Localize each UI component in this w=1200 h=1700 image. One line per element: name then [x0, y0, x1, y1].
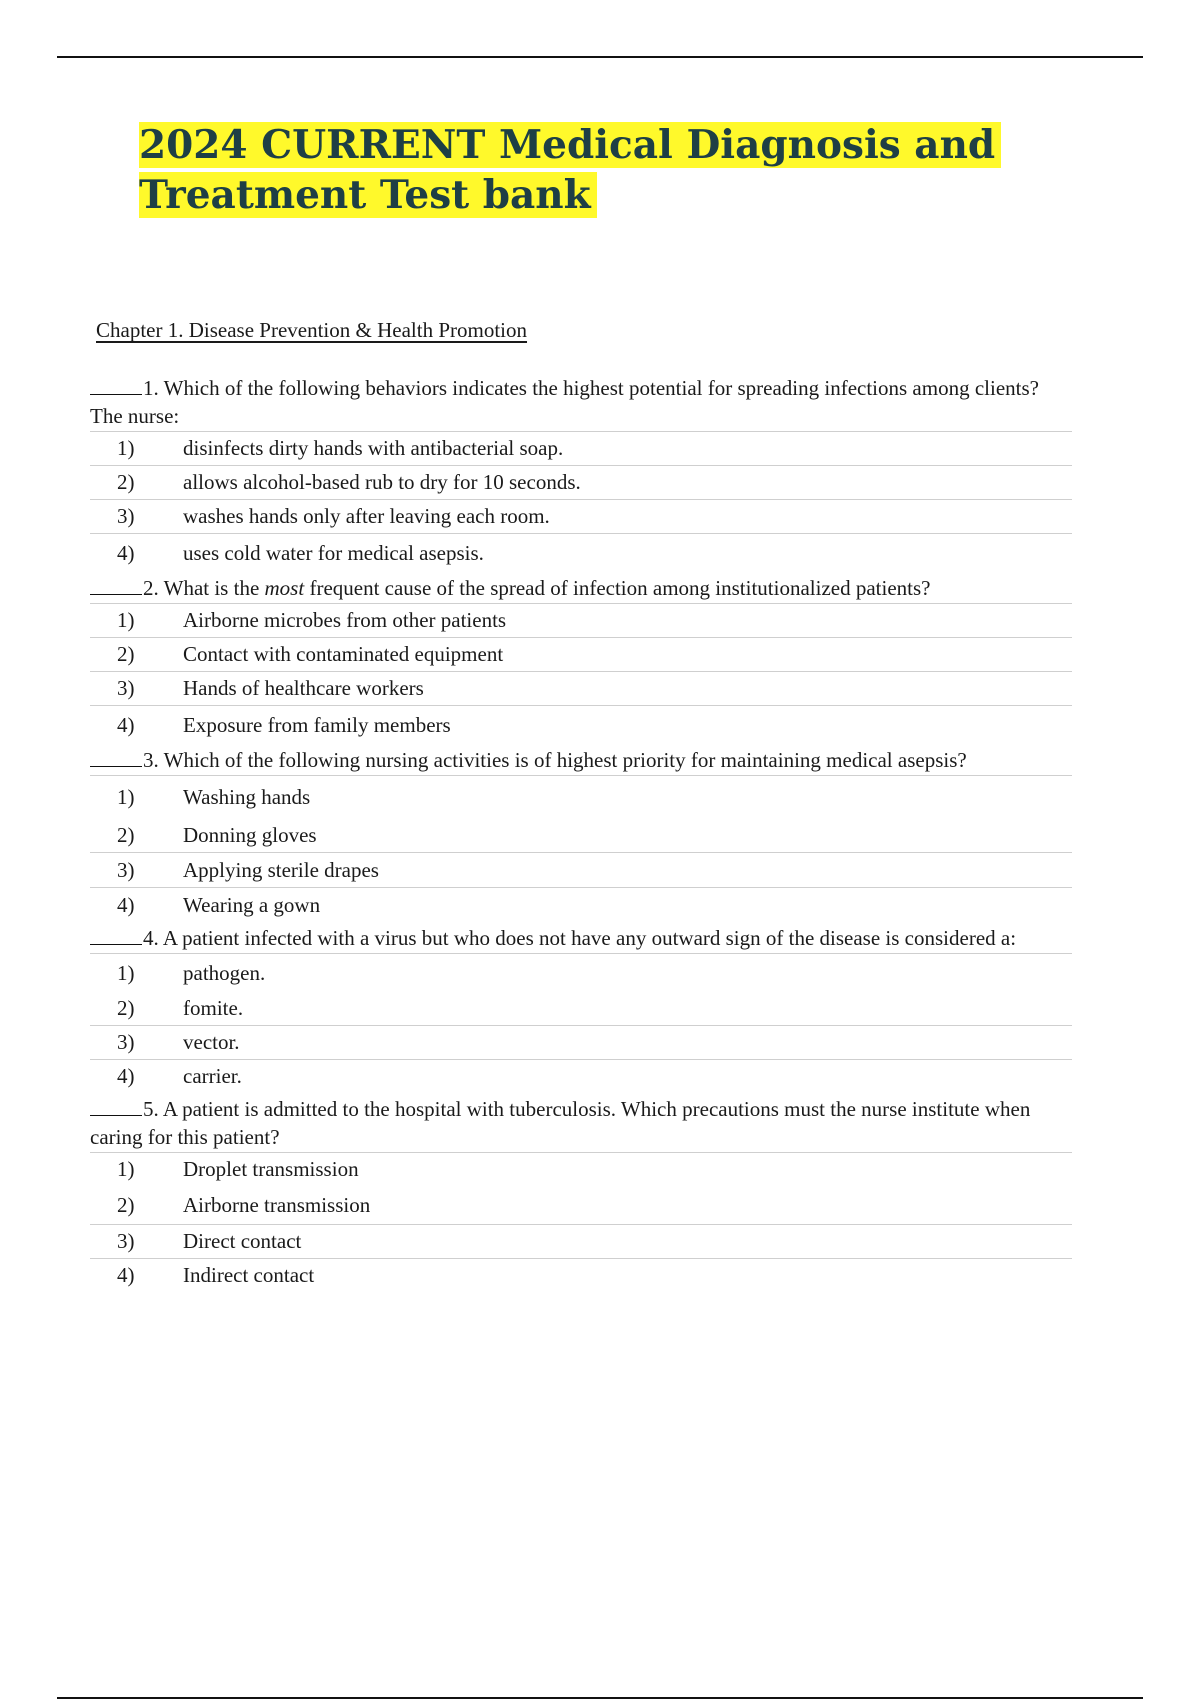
question-text: [90, 372, 1072, 431]
answer-blank: [90, 572, 142, 595]
option-text: Washing hands: [183, 784, 311, 809]
option-text: Indirect contact: [183, 1263, 315, 1287]
option-text: pathogen.: [183, 960, 266, 985]
answer-option: [90, 1186, 1072, 1224]
answer-option: [90, 852, 1072, 887]
option-number: 3): [117, 504, 135, 528]
question-emphasis: most: [264, 576, 305, 600]
question-1: [90, 372, 1072, 572]
option-number: 2): [117, 822, 135, 847]
question-prompt: A patient infected with a virus but who does not have any outward sign of the disease is considered a:: [162, 926, 1017, 950]
answer-option: [90, 887, 1072, 922]
option-number: 1): [117, 608, 135, 632]
question-number: 1.: [143, 376, 159, 400]
option-number: 3): [117, 857, 135, 882]
option-text: uses cold water for medical asepsis.: [183, 540, 484, 565]
option-number: 2): [117, 642, 135, 666]
option-number: 4): [117, 1064, 135, 1088]
answer-blank: [90, 744, 142, 767]
title-line-2: Treatment Test bank: [139, 172, 597, 218]
answer-option: [90, 1152, 1072, 1186]
option-number: 4): [117, 1263, 135, 1287]
option-number: 1): [117, 960, 135, 985]
answer-option: [90, 818, 1072, 852]
question-2: [90, 572, 1072, 744]
question-prompt: A patient is admitted to the hospital with tuberculosis. Which precautions must the nurse institute when caring for this patient?: [90, 1097, 1031, 1149]
answer-option: [90, 705, 1072, 744]
answer-blank: [90, 1093, 142, 1116]
question-list: [90, 372, 1072, 1292]
option-text: Direct contact: [183, 1229, 302, 1253]
title-line-1: 2024 CURRENT Medical Diagnosis and: [139, 122, 1001, 168]
option-text: Contact with contaminated equipment: [183, 642, 504, 666]
answer-blank: [90, 922, 142, 945]
option-number: 3): [117, 1030, 135, 1054]
question-number: 3.: [143, 748, 159, 772]
question-prompt: Which of the following nursing activities is of highest priority for maintaining medical asepsis?: [163, 748, 967, 772]
answer-option: [90, 953, 1072, 992]
answer-option: [90, 992, 1072, 1025]
answer-option: [90, 1224, 1072, 1258]
chapter-heading: Chapter 1. Disease Prevention & Health Promotion: [96, 318, 528, 342]
question-3: [90, 744, 1072, 922]
option-text: carrier.: [183, 1064, 242, 1088]
question-text: [90, 922, 1072, 953]
question-prompt-end: frequent cause of the spread of infection among institutionalized patients?: [304, 576, 931, 600]
option-text: vector.: [183, 1030, 240, 1054]
answer-option: [90, 775, 1072, 818]
question-prompt: Which of the following behaviors indicates the highest potential for spreading infections among clients? The nurse:: [90, 376, 1039, 428]
question-text: [90, 1093, 1072, 1152]
option-number: 2): [117, 1192, 135, 1217]
option-text: Donning gloves: [183, 822, 317, 847]
question-number: 2.: [143, 576, 159, 600]
option-number: 3): [117, 676, 135, 700]
question-5: [90, 1093, 1072, 1292]
answer-option: [90, 1025, 1072, 1059]
option-text: fomite.: [183, 996, 244, 1020]
answer-option: [90, 499, 1072, 533]
question-number: 4.: [143, 926, 159, 950]
option-number: 1): [117, 784, 135, 809]
option-text: Hands of healthcare workers: [183, 676, 424, 700]
question-prompt-start: What is the: [163, 576, 265, 600]
answer-blank: [90, 372, 142, 395]
answer-option: [90, 637, 1072, 671]
question-number: 5.: [143, 1097, 159, 1121]
option-number: 4): [117, 540, 135, 565]
option-text: Wearing a gown: [183, 892, 321, 917]
answer-option: [90, 431, 1072, 465]
option-text: allows alcohol-based rub to dry for 10 seconds.: [183, 470, 581, 494]
option-text: Airborne transmission: [183, 1192, 371, 1217]
answer-option: [90, 603, 1072, 637]
bottom-rule: [57, 1697, 1143, 1699]
option-number: 1): [117, 436, 135, 460]
question-text: [90, 744, 1072, 775]
question-4: [90, 922, 1072, 1093]
option-text: disinfects dirty hands with antibacterial soap.: [183, 436, 564, 460]
option-number: 1): [117, 1157, 135, 1181]
answer-option: [90, 671, 1072, 705]
option-number: 4): [117, 712, 135, 737]
option-number: 2): [117, 996, 135, 1020]
option-text: Droplet transmission: [183, 1157, 359, 1181]
option-number: 4): [117, 892, 135, 917]
answer-option: [90, 1258, 1072, 1292]
option-number: 2): [117, 470, 135, 494]
option-text: Airborne microbes from other patients: [183, 608, 507, 632]
document-title: [139, 120, 1001, 220]
option-number: 3): [117, 1229, 135, 1253]
answer-option: [90, 1059, 1072, 1093]
question-text: [90, 572, 1072, 603]
option-text: washes hands only after leaving each room.: [183, 504, 550, 528]
answer-option: [90, 533, 1072, 572]
top-rule: [57, 56, 1143, 58]
answer-option: [90, 465, 1072, 499]
option-text: Exposure from family members: [183, 712, 451, 737]
option-text: Applying sterile drapes: [183, 857, 379, 882]
